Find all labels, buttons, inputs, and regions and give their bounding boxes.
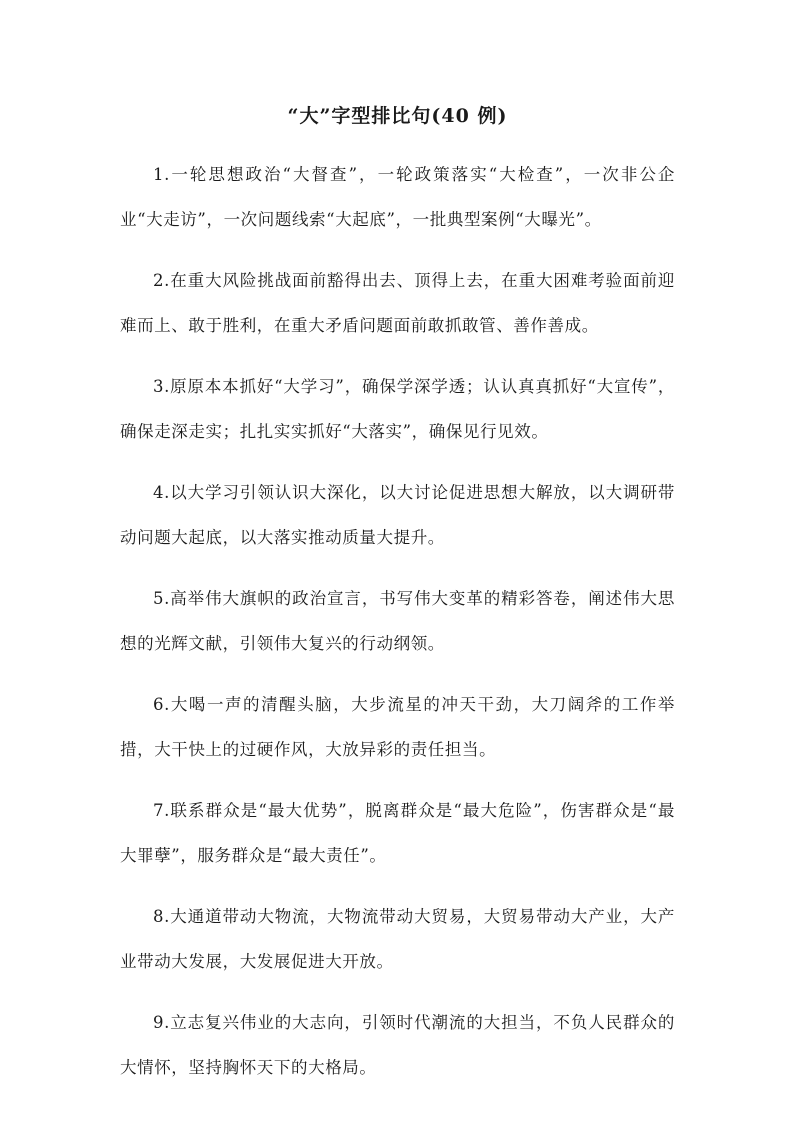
paragraph: 6.大喝一声的清醒头脑，大步流星的冲天干劲，大刀阔斧的工作举措，大干快上的过硬作风，大放异彩的责任担当。 [120, 695, 675, 759]
paragraph: 7.联系群众是“最大优势”，脱离群众是“最大危险”，伤害群众是“最大罪孽”，服务群众是“最大责任”。 [120, 801, 675, 865]
paragraph: 4.以大学习引领认识大深化，以大讨论促进思想大解放，以大调研带动问题大起底，以大落实推动质量大提升。 [120, 483, 675, 547]
paragraph: 3.原原本本抓好“大学习”，确保学深学透；认认真真抓好“大宣传”，确保走深走实；扎扎实实抓好“大落实”，确保见行见效。 [120, 377, 675, 441]
paragraph: 2.在重大风险挑战面前豁得出去、顶得上去，在重大困难考验面前迎难而上、敢于胜利，在重大矛盾问题面前敢抓敢管、善作善成。 [120, 271, 675, 335]
document-title: “大”字型排比句(40 例) [287, 105, 508, 127]
document-body [120, 152, 675, 1106]
paragraph: 8.大通道带动大物流，大物流带动大贸易，大贸易带动大产业，大产业带动大发展，大发展促进大开放。 [120, 907, 675, 971]
paragraph: 1.一轮思想政治“大督查”，一轮政策落实“大检查”，一次非公企业“大走访”，一次问题线索“大起底”，一批典型案例“大曝光”。 [120, 165, 675, 229]
paragraph: 9.立志复兴伟业的大志向，引领时代潮流的大担当，不负人民群众的大情怀，坚持胸怀天下的大格局。 [120, 1013, 675, 1077]
paragraph: 5.高举伟大旗帜的政治宣言，书写伟大变革的精彩答卷，阐述伟大思想的光辉文献，引领伟大复兴的行动纲领。 [120, 589, 675, 653]
